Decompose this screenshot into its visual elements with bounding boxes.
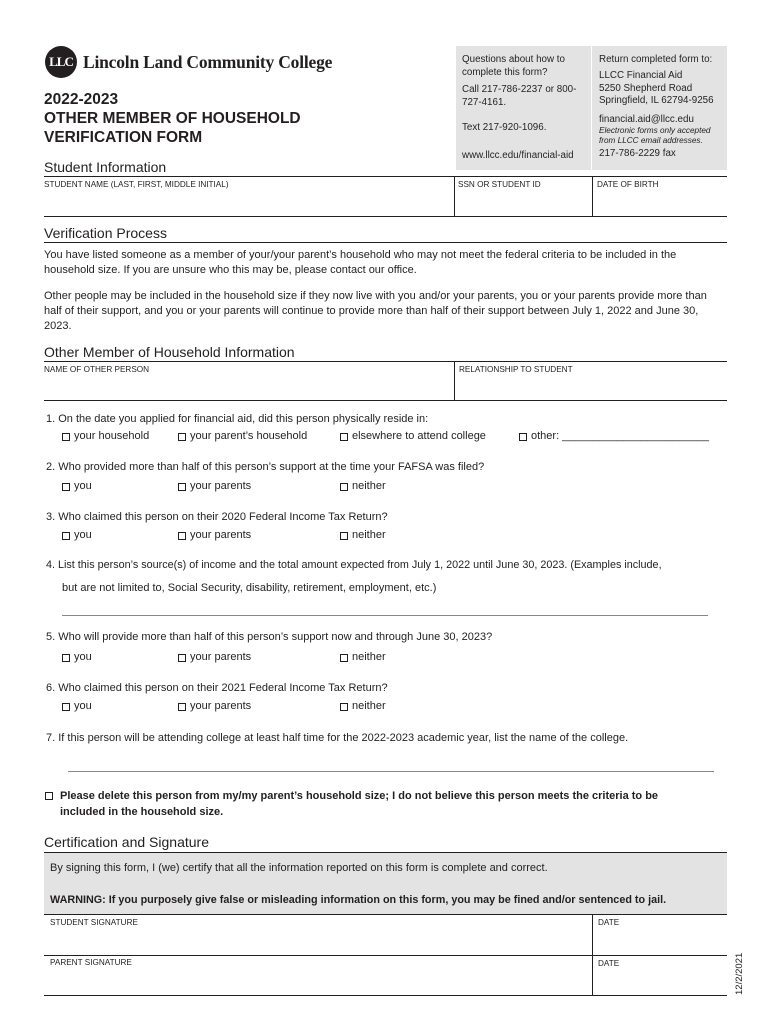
college-logo xyxy=(45,46,332,78)
student-signature-field[interactable] xyxy=(44,914,592,955)
checkbox-icon[interactable] xyxy=(519,433,527,441)
website-link[interactable]: www.llcc.edu/financial-aid xyxy=(462,150,574,161)
certification-heading: Certification and Signature xyxy=(44,834,209,850)
checkbox-icon[interactable] xyxy=(62,483,70,491)
checkbox-icon[interactable] xyxy=(340,483,348,491)
parent-signature-label: PARENT SIGNATURE xyxy=(50,958,132,967)
question-3: 3. Who claimed this person on their 2020 Federal Income Tax Return? xyxy=(46,511,388,523)
certification-statement: By signing this form, I (we) certify that all the information reported on this form is complete and correct. xyxy=(50,862,548,874)
llcc-logo-mark: LLC xyxy=(45,46,77,78)
address-line3: Springfield, IL 62794-9256 xyxy=(599,95,714,106)
student-name-label: STUDENT NAME (LAST, FIRST, MIDDLE INITIAL) xyxy=(44,180,229,189)
delete-option-line-1: Please delete this person from my/my parent’s household size; I do not believe this person meets the criteria to be xyxy=(60,790,659,802)
question-4-line-1: 4. List this person’s source(s) of income and the total amount expected from July 1, 2022 until June 30, 2023. (Examples include, xyxy=(46,559,662,571)
question-5: 5. Who will provide more than half of this person’s support now and through June 30, 2023? xyxy=(46,631,493,643)
checkbox-icon[interactable] xyxy=(62,703,70,711)
form-title xyxy=(44,90,301,147)
verification-heading: Verification Process xyxy=(44,225,167,241)
parent-signature-field[interactable] xyxy=(44,955,592,995)
address-line1: LLCC Financial Aid xyxy=(599,70,683,81)
checkbox-icon[interactable] xyxy=(340,532,348,540)
checkbox-icon[interactable] xyxy=(178,483,186,491)
warning-text: WARNING: If you purposely give false or misleading information on this form, you may be fined and/or sentenced to jail. xyxy=(50,894,667,906)
checkbox-icon[interactable] xyxy=(178,703,186,711)
q1-option-household[interactable]: your household xyxy=(62,429,178,444)
college-name: Lincoln Land Community College xyxy=(83,51,333,72)
college-name-field[interactable] xyxy=(68,752,714,771)
question-2: 2. Who provided more than half of this person’s support at the time your FAFSA was filed? xyxy=(46,461,485,473)
delete-person-option[interactable] xyxy=(45,788,658,820)
address-line2: 5250 Shepherd Road xyxy=(599,82,693,94)
question-1-options xyxy=(62,429,709,444)
question-1: 1. On the date you applied for financial aid, did this person physically reside in: xyxy=(46,413,429,425)
q2-option-neither[interactable]: neither xyxy=(340,479,386,494)
form-title-year: 2022-2023 xyxy=(44,91,119,108)
q3-option-you[interactable]: you xyxy=(62,528,178,543)
student-date-field[interactable] xyxy=(593,914,727,955)
dob-label: DATE OF BIRTH xyxy=(597,180,659,189)
q6-option-parents[interactable]: your parents xyxy=(178,699,340,714)
relationship-field[interactable] xyxy=(455,361,727,400)
student-info-heading: Student Information xyxy=(44,159,167,175)
certification-statement-box xyxy=(44,853,727,914)
return-label: Return completed form to: xyxy=(599,54,713,65)
q1-option-parents-household[interactable]: your parent’s household xyxy=(178,429,340,444)
ssn-label: SSN OR STUDENT ID xyxy=(458,180,541,189)
checkbox-icon[interactable] xyxy=(340,433,348,441)
question-3-options xyxy=(62,528,386,543)
q3-option-parents[interactable]: your parents xyxy=(178,528,340,543)
return-column xyxy=(591,46,727,170)
relationship-label: RELATIONSHIP TO STUDENT xyxy=(459,365,573,374)
ssn-field[interactable] xyxy=(455,176,592,216)
q2-option-parents[interactable]: your parents xyxy=(178,479,340,494)
other-person-name-field[interactable] xyxy=(44,361,454,400)
delete-option-line-2: included in the household size. xyxy=(60,806,224,818)
income-sources-field[interactable] xyxy=(62,597,708,615)
questions-text: Questions about how to complete this form? xyxy=(462,54,565,78)
checkbox-icon[interactable] xyxy=(62,433,70,441)
dob-field[interactable] xyxy=(593,176,727,216)
form-title-line2: VERIFICATION FORM xyxy=(44,129,203,146)
checkbox-icon[interactable] xyxy=(178,532,186,540)
checkbox-icon[interactable] xyxy=(178,654,186,662)
student-date-label: DATE xyxy=(598,918,620,927)
email-link[interactable]: financial.aid@llcc.edu xyxy=(599,113,694,125)
email-note: Electronic forms only accepted from LLCC email addresses. xyxy=(599,126,711,145)
fax-number: 217-786-2229 fax xyxy=(599,148,676,159)
checkbox-icon[interactable] xyxy=(62,654,70,662)
verification-paragraph-1: You have listed someone as a member of your/your parent’s household who may not meet the federal criteria to be included in the household size. If you are unsure who this may be, please contact our office. xyxy=(44,249,677,276)
question-6-options xyxy=(62,699,386,714)
q5-option-neither[interactable]: neither xyxy=(340,650,386,665)
parent-date-label: DATE xyxy=(598,959,620,968)
q5-option-you[interactable]: you xyxy=(62,650,178,665)
contact-column xyxy=(456,46,590,170)
q2-option-you[interactable]: you xyxy=(62,479,178,494)
checkbox-icon[interactable] xyxy=(45,792,53,800)
q5-option-parents[interactable]: your parents xyxy=(178,650,340,665)
text-number: Text 217-920-1096. xyxy=(462,122,547,133)
q3-option-neither[interactable]: neither xyxy=(340,528,386,543)
form-title-line1: OTHER MEMBER OF HOUSEHOLD xyxy=(44,110,301,127)
call-text: Call 217-786-2237 or 800-727-4161. xyxy=(462,84,577,108)
revision-date: 12/2/2021 xyxy=(734,952,745,995)
verification-paragraph-2: Other people may be included in the household size if they now live with you and/or your parents, you or your parents provide more than half of their support, and you or your parents will continue to provide more than half of their support between July 1, 2022 and June 30, 2023. xyxy=(44,290,707,332)
checkbox-icon[interactable] xyxy=(62,532,70,540)
checkbox-icon[interactable] xyxy=(178,433,186,441)
q1-option-other[interactable]: other: ________________________ xyxy=(519,429,709,444)
question-4-line-2: but are not limited to, Social Security, disability, retirement, employment, etc.) xyxy=(62,582,437,594)
checkbox-icon[interactable] xyxy=(340,654,348,662)
contact-info-box xyxy=(456,46,727,170)
q6-option-neither[interactable]: neither xyxy=(340,699,386,714)
q1-option-elsewhere[interactable]: elsewhere to attend college xyxy=(340,429,519,444)
other-member-heading: Other Member of Household Information xyxy=(44,344,295,360)
student-signature-label: STUDENT SIGNATURE xyxy=(50,918,138,927)
parent-date-field[interactable] xyxy=(593,955,727,995)
question-2-options xyxy=(62,479,386,494)
checkbox-icon[interactable] xyxy=(340,703,348,711)
question-5-options xyxy=(62,650,386,665)
student-name-field[interactable] xyxy=(44,176,454,216)
question-7: 7. If this person will be attending college at least half time for the 2022-2023 academic year, list the name of the college. xyxy=(46,732,629,744)
question-6: 6. Who claimed this person on their 2021 Federal Income Tax Return? xyxy=(46,682,388,694)
q6-option-you[interactable]: you xyxy=(62,699,178,714)
other-person-name-label: NAME OF OTHER PERSON xyxy=(44,365,150,374)
